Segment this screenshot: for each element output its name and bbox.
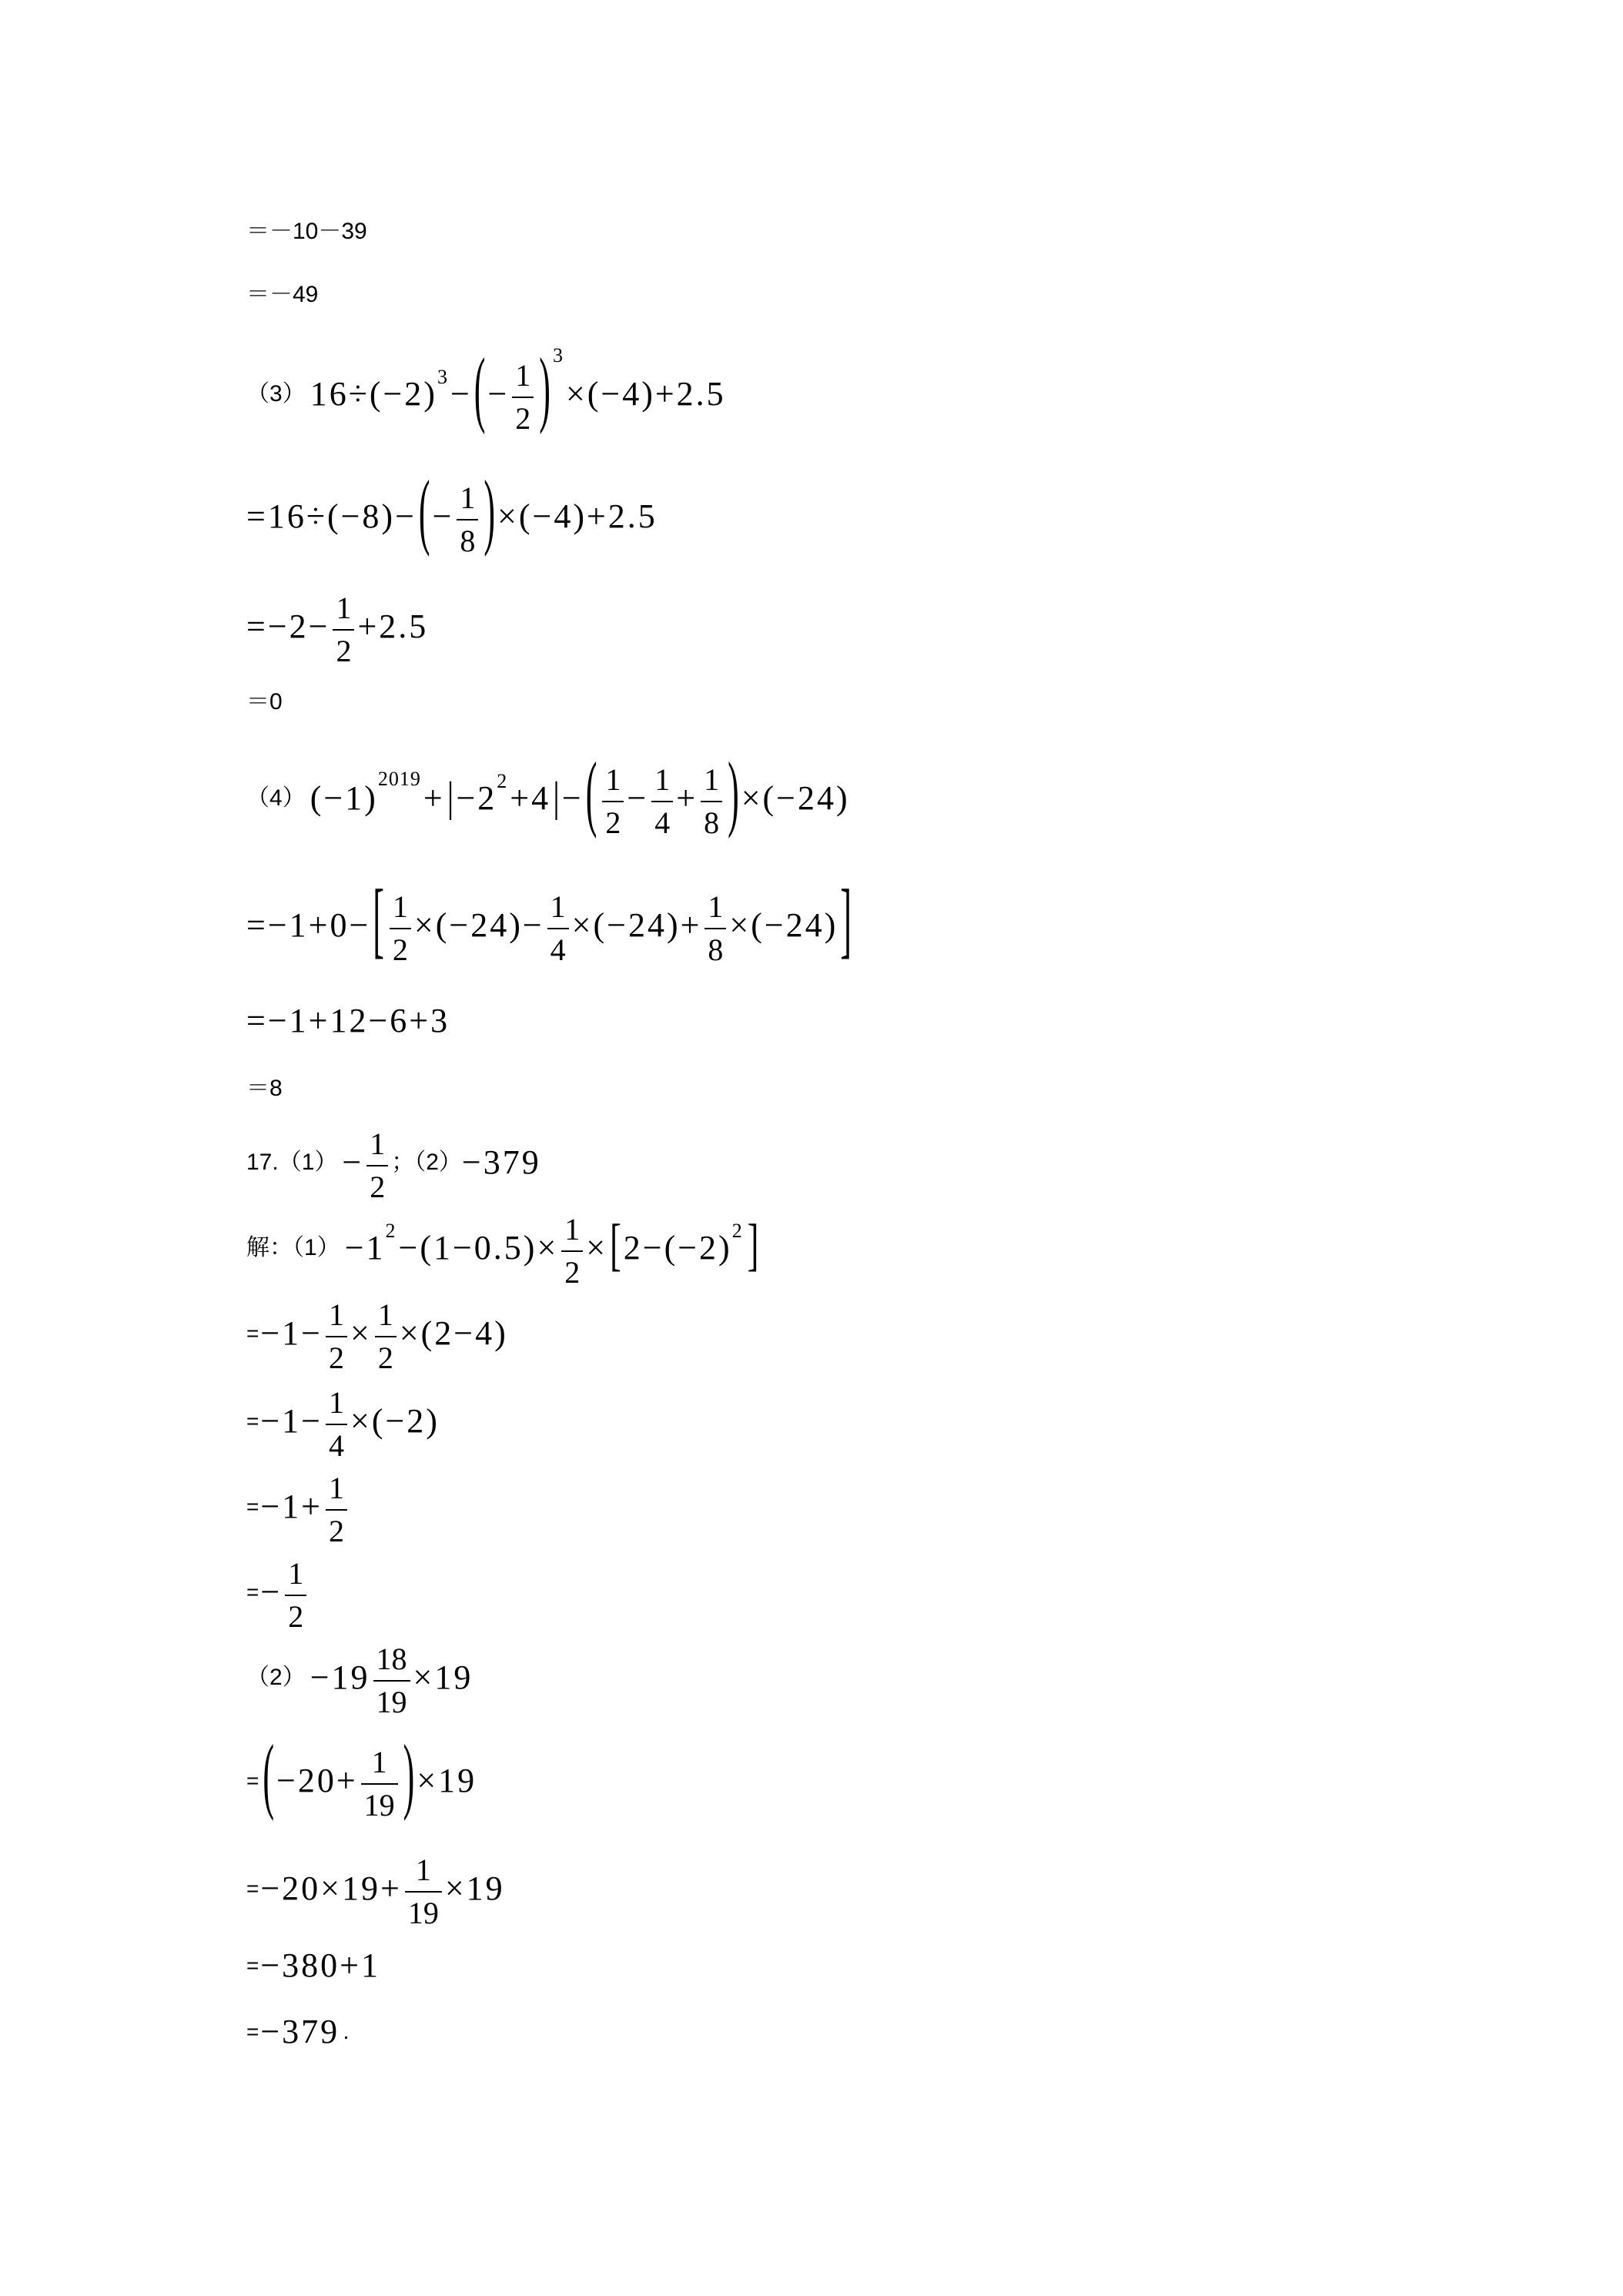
fraction-denominator: 2 [377,1340,393,1375]
math-expression: ×19 [417,1762,477,1799]
math-expression: −1− [260,1402,323,1440]
math-expression: 16÷(−2) [310,375,437,413]
fraction-numerator: 1 [654,762,671,797]
left-bracket: [ [373,872,384,967]
part-label: （4） [246,785,306,811]
math-expression: ×(−4)+2.5 [497,497,658,535]
right-parenthesis: ) [403,1727,415,1822]
step-line [246,283,318,306]
fraction [333,587,354,672]
math-expression: + [676,779,698,817]
math-expression: 2−(−2) [623,1229,732,1267]
math-expression: ×(−2) [350,1402,440,1440]
math-expression: ×(−24) [729,906,838,944]
math-expression: ＝0 [246,689,283,715]
right-bracket: ] [840,872,852,967]
left-parenthesis: ( [585,745,597,840]
math-expression: − [432,497,454,535]
step-line [246,745,850,841]
math-expression: =−1+0− [246,906,371,944]
left-parenthesis: ( [263,1727,275,1822]
fraction [326,1382,347,1467]
math-expression: −1 [344,1229,386,1267]
math-expression: −1− [260,1314,323,1352]
fraction-numerator: 1 [564,1212,581,1247]
right-parenthesis: ) [484,463,496,558]
math-expression: ×(−24) [741,779,850,817]
left-bracket: [ [610,1213,621,1277]
fraction-denominator: 4 [654,805,671,840]
absolute-value-bar: | [447,773,454,821]
equals-sign: = [246,1321,259,1345]
exponent: 2 [497,770,508,792]
math-expression: + [423,779,445,817]
fraction-denominator: 2 [370,1170,386,1204]
fraction [366,1123,388,1208]
step-line [246,1946,380,1984]
fraction-denominator: 2 [515,401,531,436]
fraction-numerator: 18 [376,1642,407,1676]
right-parenthesis: ) [539,340,550,436]
equals-sign: = [246,1494,259,1518]
fraction [547,886,569,971]
step-line [246,691,283,714]
math-expression: =16÷(−8)− [246,497,417,535]
math-expression: −380+1 [260,1946,380,1984]
fraction-denominator: 2 [336,634,352,668]
fraction-denominator: 4 [550,932,566,967]
math-expression: +2.5 [357,607,429,645]
fraction-numerator: 1 [515,358,531,393]
answer-line [246,1120,541,1205]
step-line [246,872,854,968]
absolute-value-bar: | [553,773,560,821]
fraction-denominator: 2 [329,1514,344,1548]
fraction-denominator: 19 [363,1788,395,1822]
fraction [285,1553,306,1638]
period: . [343,2019,350,2044]
fraction [373,1638,410,1723]
step-line [246,1004,450,1038]
fraction-numerator: 1 [288,1556,304,1591]
right-parenthesis: ) [728,745,739,840]
solution-label: 解：（1） [246,1235,340,1260]
math-expression: ×(−24)+ [571,906,702,944]
step-line [246,1291,508,1376]
math-expression: =−1+12−6+3 [246,1002,450,1039]
math-expression: × [586,1229,608,1267]
fraction-denominator: 19 [407,1896,439,1930]
fraction [602,759,624,844]
fraction-numerator: 1 [550,889,566,924]
fraction-numerator: 1 [415,1853,431,1887]
math-expression: − [450,375,472,413]
fraction [326,1294,347,1379]
math-expression: =−2− [246,607,330,645]
math-expression: −20×19+ [260,1869,402,1907]
fraction-numerator: 1 [329,1471,344,1505]
math-expression: − [260,1573,283,1611]
part-label: （3） [246,381,306,407]
step-line [246,1635,473,1720]
exponent: 3 [437,366,448,388]
fraction [457,477,478,562]
fraction [361,1742,398,1826]
math-expression: −19 [310,1658,370,1696]
fraction-denominator: 8 [708,932,724,967]
math-expression: − [561,779,584,817]
exponent: 2 [385,1220,397,1242]
fraction [704,886,726,971]
step-line [246,1727,477,1823]
fraction [561,1209,583,1294]
fraction [701,759,722,844]
right-bracket: ] [747,1213,759,1277]
step-line [246,1077,283,1100]
fraction-numerator: 1 [392,889,408,924]
fraction-denominator: 2 [605,805,621,840]
question-number-label: 17.（1） [246,1150,338,1175]
math-expression: −379 [461,1143,541,1181]
equals-sign: = [246,1876,259,1900]
fraction-numerator: 1 [704,762,720,797]
math-expression: ＝－49 [246,282,319,307]
math-expression: ×19 [444,1869,505,1907]
fraction [326,1468,347,1552]
equals-sign: = [246,1580,259,1604]
exponent: 2019 [377,768,421,790]
fraction-numerator: 1 [605,762,621,797]
math-expression: ×(2−4) [399,1314,508,1352]
math-expression: ＝8 [246,1076,283,1101]
step-line [246,220,367,243]
fraction-denominator: 4 [329,1428,344,1463]
fraction-numerator: 1 [329,1297,344,1332]
step-line [246,1550,310,1635]
fraction-denominator: 2 [564,1255,581,1290]
step-line [246,1464,350,1549]
fraction [512,355,534,440]
step-line [246,340,726,437]
math-expression: ×(−24)− [413,906,544,944]
fraction-denominator: 2 [288,1599,304,1634]
math-expression: − [487,375,510,413]
fraction [651,759,673,844]
math-expression: −(1−0.5)× [398,1229,559,1267]
fraction-numerator: 1 [336,591,352,625]
equals-sign: = [246,2020,259,2043]
step-line [246,1846,505,1931]
fraction-numerator: 1 [708,889,724,924]
fraction [390,886,411,971]
math-expression: − [342,1143,364,1181]
step-line [246,463,658,559]
fraction [405,1849,442,1934]
fraction-denominator: 2 [329,1340,344,1375]
left-parenthesis: ( [474,340,486,436]
math-expression: +4 [510,779,551,817]
math-expression: −20+ [276,1762,358,1799]
fraction-denominator: 2 [392,932,408,967]
part-label: （2） [246,1665,306,1690]
fraction-numerator: 1 [370,1126,386,1161]
math-expression: ＝－10－39 [246,219,367,244]
fraction-denominator: 8 [704,805,720,840]
exponent: 2 [731,1220,743,1242]
fraction-denominator: 19 [376,1685,407,1719]
math-expression: −1+ [260,1488,323,1525]
step-line [246,1206,761,1290]
math-expression: ×19 [413,1658,474,1696]
step-line [246,2015,350,2049]
equals-sign: = [246,1953,259,1977]
math-expression: × [350,1314,372,1352]
math-expression: (−1) [310,779,378,817]
part-separator-label: ；（2） [391,1150,462,1175]
fraction-numerator: 1 [460,480,476,515]
left-parenthesis: ( [418,463,430,558]
math-expression: −2 [456,779,497,817]
exponent: 3 [552,344,564,366]
step-line [246,1379,440,1464]
math-expression: ×(−4)+2.5 [565,375,726,413]
fraction-numerator: 1 [329,1385,344,1420]
fraction-denominator: 8 [460,524,476,558]
equals-sign: = [246,1409,259,1433]
math-expression: − [627,779,649,817]
fraction-numerator: 1 [377,1297,393,1332]
fraction-numerator: 1 [371,1745,387,1779]
fraction [375,1294,397,1379]
step-line [246,584,428,669]
math-expression: −379 [260,2013,340,2050]
equals-sign: = [246,1769,259,1792]
